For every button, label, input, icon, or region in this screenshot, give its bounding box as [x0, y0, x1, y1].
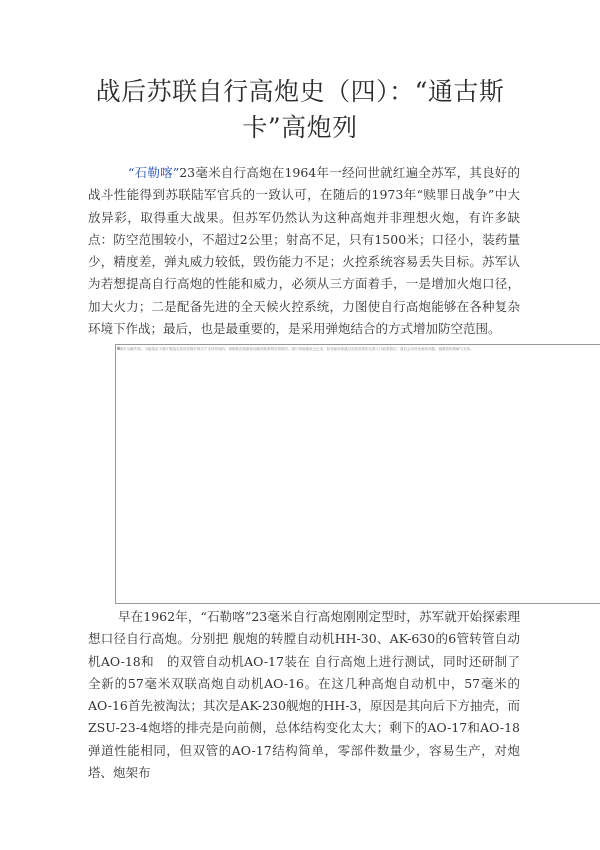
paragraph-history: 早在1962年，“石勒喀”23毫米自行高炮刚刚定型时，苏军就开始探索理想口径自行高炮。分别把 舰炮的转膛自动机HH-30、AK-630的6管转管自动机AO-18和 的双管自动机AO-17装在 自行高炮上进行测试，同时还研制了全新的57毫米双联高炮自动机AO-16。在这几种高炮自动机中，57毫米的AO-16首先被淘汰；其次是AK-230舰炮的HH-3，原因是其向后下方抽壳，而ZSU-23-4炮塔的排壳是向前侧，总体结构变化太大；剩下的AO-17和AO-18弹道性能相同，但双管的AO-17结构简单，零部件数量少，容易生产，对炮塔、炮架布 [88, 609, 520, 781]
paragraph-intro-text: 23毫米自行高炮在1964年一经问世就红遍全苏军，其良好的战斗性能得到苏联陆军官兵的一致认可，在随后的1973年“赎罪日战争”中大放异彩，取得重大战果。但苏军仍然认为这种高炮并非理想火炮，有许多缺点：防空范围较小，不超过2公里；射高不足，只有1500米；口径小，装药量少，精度差，弹丸威力较低，毁伤能力不足；火控系统容易丢失目标。苏军认为若想提高自行高炮的性能和威力，必须从三方面着手，一是增加火炮口径，加大火力；二是配备先进的全天候火控系统，力图使自行高炮能够在各种复杂环境下作战；最后，也是最重要的，是采用弹炮结合的方式增加防空范围。 [88, 165, 521, 337]
paragraph-intro [88, 162, 520, 340]
image-caption: 图片加载失败，可能是由于图片链接无效或者图片格式不支持导致的，请刷新页面重新加载或联系网站管理员，图片原始地址已记录，如有疑问请通过页面底部的反馈入口联系我们，我们会尽快处理该问题，谢谢您的理解与支持。 [120, 347, 474, 351]
title-line-1: 战后苏联自行高炮史（四）：“通古斯 [95, 77, 505, 106]
image-placeholder [115, 344, 600, 604]
title-line-2: 卡”高炮列 [242, 113, 358, 142]
shilka-link[interactable]: “石勒喀” [128, 165, 180, 180]
document-title [70, 74, 530, 146]
